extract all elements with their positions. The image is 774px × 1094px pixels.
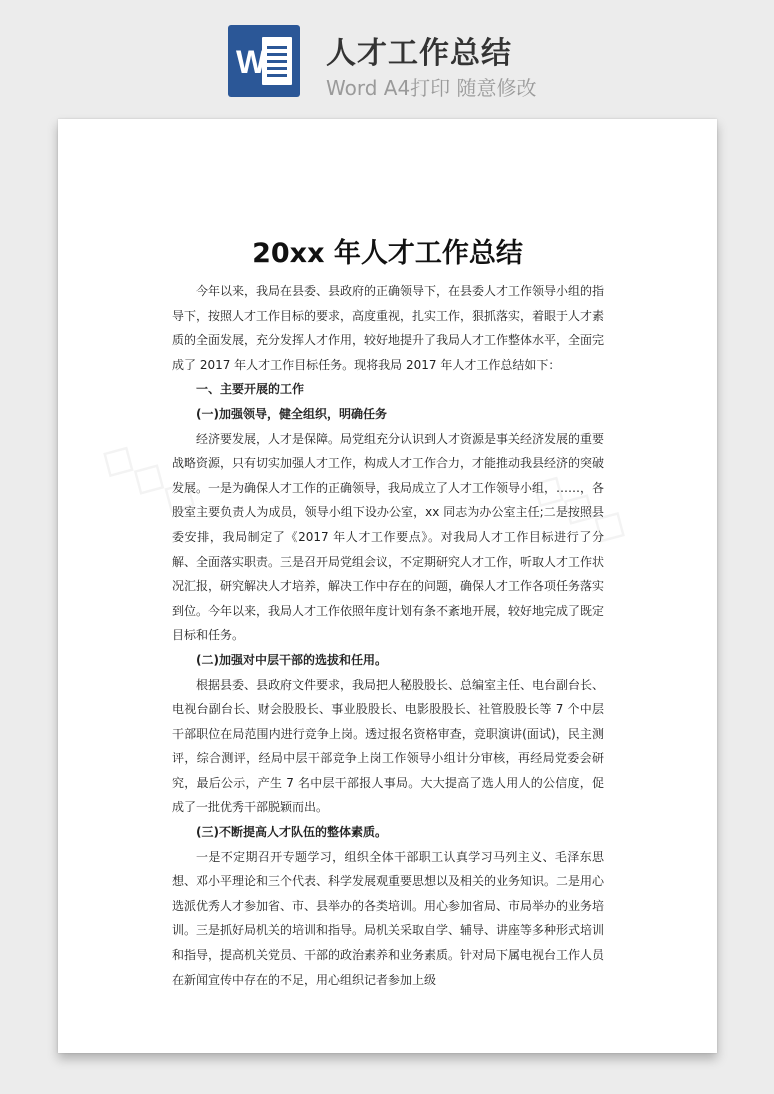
page-header — [0, 0, 774, 112]
intro-paragraph: 今年以来，我局在县委、县政府的正确领导下，在县委人才工作领导小组的指导下，按照人才工作目标的要求，高度重视，扎实工作，狠抓落实，着眼于人才素质的全面发展，充分发挥人才作用，较好地提升了我局人才工作整体水平，全面完成了 2017 年人才工作目标任务。现将我局 2017 年人才工作总结如下： — [172, 284, 605, 372]
subsection-heading-1: (一)加强领导，健全组织，明确任务 — [196, 406, 387, 421]
subsection-paragraph-1: 经济要发展，人才是保障。局党组充分认识到人才资源是事关经济发展的重要战略资源，只有切实加强人才工作，构成人才工作合力，才能推动我县经济的突破发展。一是为确保人才工作的正确领导，我局成立了人才工作领导小组，……，各股室主要负责人为成员，领导小组下设办公室，xx 同志为办公室主任;二是按照县委安排，我局制定了《2017 年人才工作要点》。对我局人才工作目标进行了分解、全面落实职责。三是召开局党组会议，不定期研究人才工作，听取人才工作状况汇报，研究解决人才培养，解决工作中存在的问题，确保人才工作各项任务落实到位。今年以来，我局人才工作依照年度计划有条不紊地开展，较好地完成了既定目标和任务。 — [172, 431, 605, 643]
word-letter: W — [236, 44, 267, 80]
header-title: 人才工作总结 — [326, 36, 512, 71]
document-page — [58, 119, 717, 1053]
header-subtitle: Word A4打印 随意修改 — [326, 76, 537, 100]
subsection-heading-2: (二)加强对中层干部的选拔和任用。 — [196, 652, 387, 667]
document-body — [172, 279, 604, 992]
subsection-heading-3: (三)不断提高人才队伍的整体素质。 — [196, 825, 387, 840]
section-heading-1: 一、主要开展的工作 — [196, 382, 305, 397]
watermark-left: ◇◇◇ — [91, 426, 211, 526]
document-title: 20xx 年人才工作总结 — [252, 238, 523, 269]
subsection-paragraph-2: 根据县委、县政府文件要求，我局把人秘股股长、总编室主任、电台副台长、电视台副台长、财会股股长、事业股股长、电影股股长、社管股股长等 7 个中层干部职位在局范围内进行竞争上岗。透过报名资格审查，竞职演讲(面试)，民主测评，综合测评，经局中层干部竞争上岗工作领导小组计分审核，再经局党委会研究，最后公示，产生 7 名中层干部报人事局。大大提高了选人用人的公信度，促成了一批优秀干部脱颖而出。 — [172, 677, 605, 815]
word-document-icon — [228, 25, 300, 97]
watermark-right: ◇◇◇ — [521, 456, 641, 556]
subsection-paragraph-3: 一是不定期召开专题学习，组织全体干部职工认真学习马列主义、毛泽东思想、邓小平理论和三个代表、科学发展观重要思想以及相关的业务知识。二是用心选派优秀人才参加省、市、县举办的各类培训。用心参加省局、市局举办的业务培训。三是抓好局机关的培训和指导。局机关采取自学、辅导、讲座等多种形式培训和指导，提高机关党员、干部的政治素养和业务素质。针对局下属电视台工作人员在新闻宣传中存在的不足，用心组织记者参加上级 — [172, 849, 605, 987]
